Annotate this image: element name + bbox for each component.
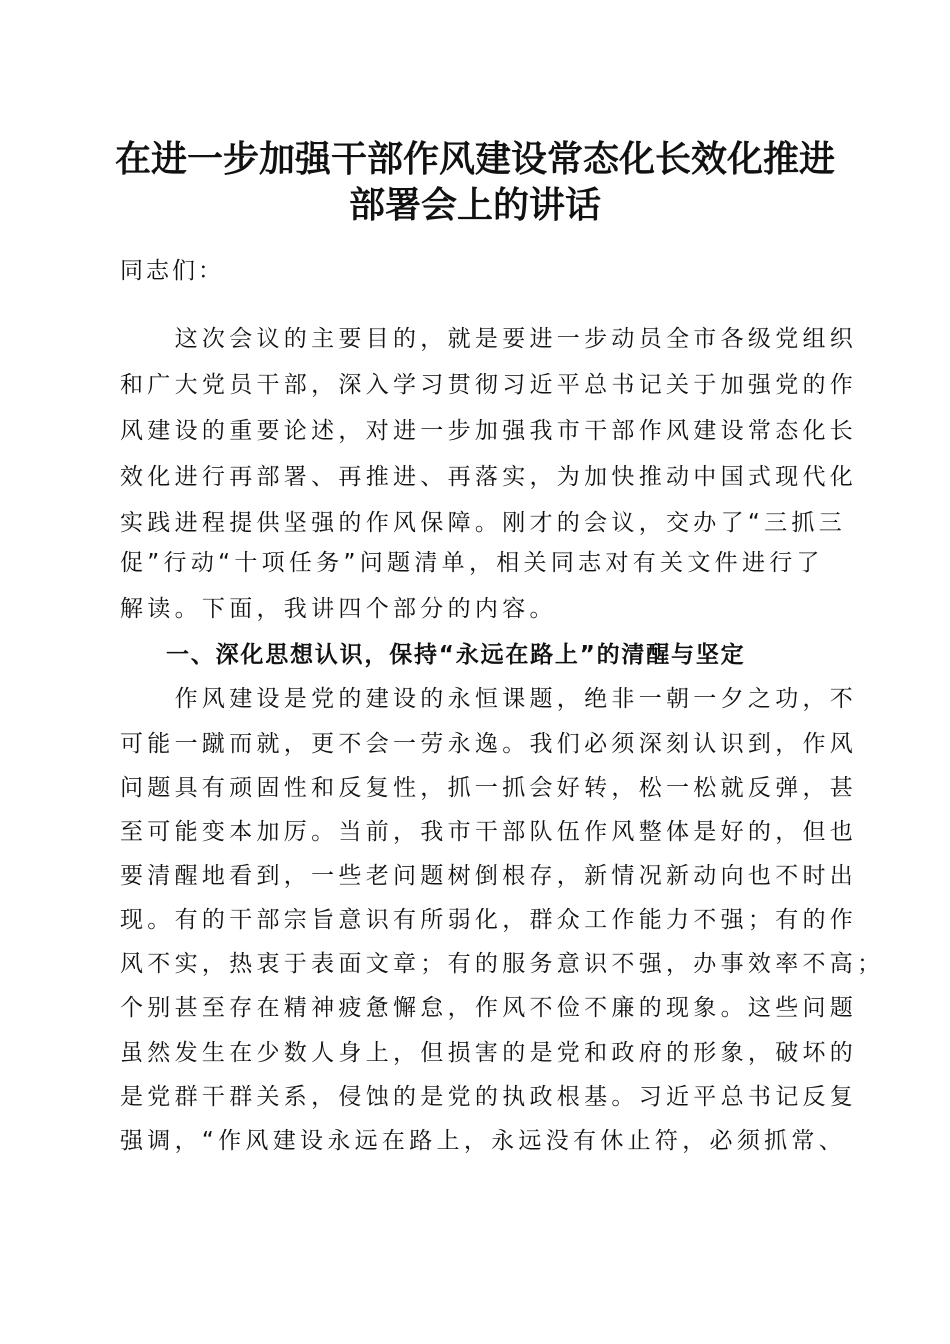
section-1-line: 是党群干群关系，侵蚀的是党的执政根基。习近平总书记反复: [120, 1084, 858, 1110]
intro-line: 促”行动“十项任务”问题清单，相关同志对有关文件进行了: [120, 550, 824, 576]
section-1-line: 个别甚至存在精神疲惫懈怠，作风不俭不廉的现象。这些问题: [120, 995, 858, 1021]
document-title-line-2: 部署会上的讲话: [348, 184, 601, 226]
section-1-line: 现。有的干部宗旨意识有所弱化，群众工作能力不强；有的作: [120, 907, 858, 933]
section-1-line: 风不实，热衷于表面文章；有的服务意识不强，办事效率不高；: [120, 951, 885, 977]
section-1-line: 强调，“作风建设永远在路上，永远没有休止符，必须抓常、: [120, 1128, 847, 1154]
section-1-line: 可能一蹴而就，更不会一劳永逸。我们必须深刻认识到，作风: [120, 731, 858, 757]
section-1-line: 问题具有顽固性和反复性，抓一抓会好转，松一松就反弹，甚: [120, 775, 858, 801]
intro-line: 效化进行再部署、再推进、再落实，为加快推动中国式现代化: [120, 464, 858, 490]
salutation: 同志们：: [120, 258, 224, 284]
intro-line: 解读。下面，我讲四个部分的内容。: [120, 596, 557, 622]
intro-line: 这次会议的主要目的，就是要进一步动员全市各级党组织: [120, 326, 858, 352]
section-1-line: 虽然发生在少数人身上，但损害的是党和政府的形象，破坏的: [120, 1040, 858, 1066]
document-title-line-1: 在进一步加强干部作风建设常态化长效化推进: [114, 138, 835, 180]
section-1-line: 作风建设是党的建设的永恒课题，绝非一朝一夕之功，不: [120, 686, 858, 712]
section-1-line: 至可能变本加厉。当前，我市干部队伍作风整体是好的，但也: [120, 819, 858, 845]
section-1-heading: 一、深化思想认识，保持“永远在路上”的清醒与坚定: [166, 642, 746, 668]
section-1-line: 要清醒地看到，一些老问题树倒根存，新情况新动向也不时出: [120, 863, 858, 889]
intro-line: 和广大党员干部，深入学习贯彻习近平总书记关于加强党的作: [120, 372, 858, 398]
intro-line: 风建设的重要论述，对进一步加强我市干部作风建设常态化长: [120, 418, 858, 444]
intro-line: 实践进程提供坚强的作风保障。刚才的会议，交办了“三抓三: [120, 510, 847, 536]
